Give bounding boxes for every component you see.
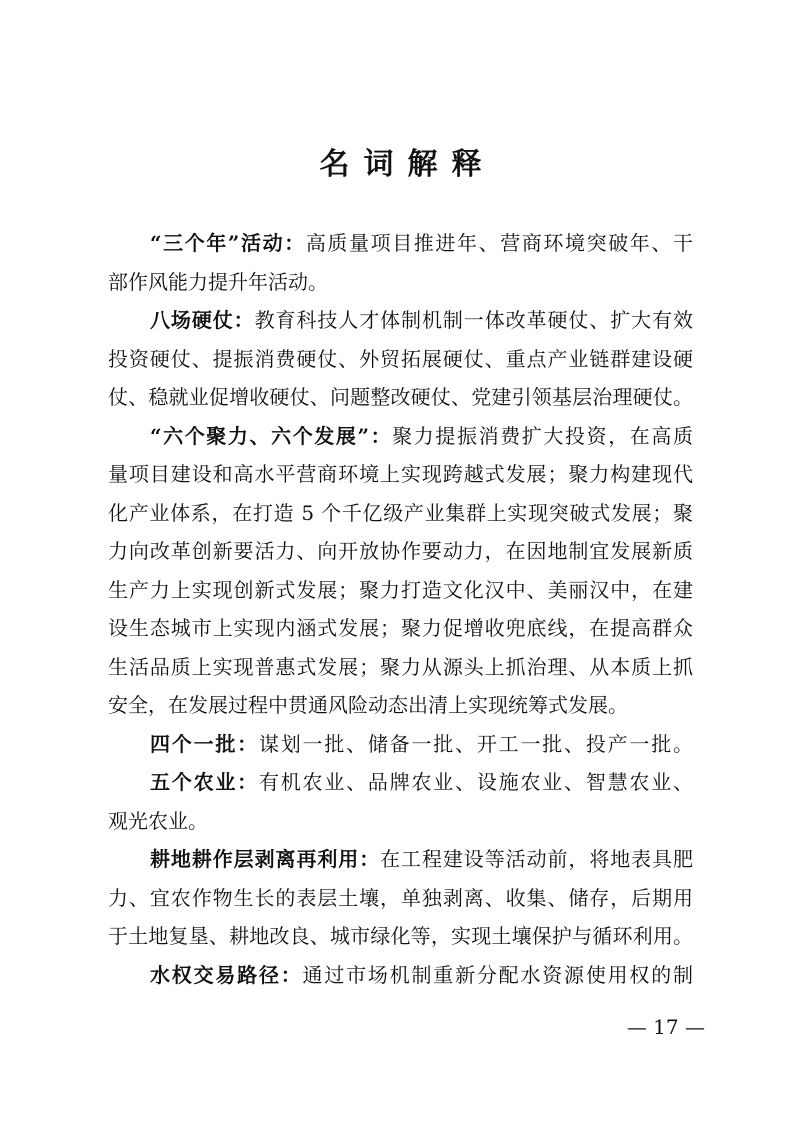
glossary-line: 设生态城市上实现内涵式发展；聚力促增收兜底线，在提高群众 [108,616,693,640]
glossary-list [108,224,693,994]
glossary-line: 部作风能力提升年活动。 [108,269,328,294]
glossary-line: 化产业体系，在打造 5 个千亿级产业集群上实现突破式发展；聚 [108,500,693,525]
glossary-entry [108,725,693,764]
glossary-term: “三个年”活动： [150,231,306,255]
glossary-line: 生活品质上实现普惠式发展；聚力从源头上抓治理、从本质上抓 [108,654,693,679]
glossary-definition: 聚力提振消费扩大投资，在高质 [392,423,693,448]
glossary-line: 投资硬仗、提振消费硬仗、外贸拓展硬仗、重点产业链群建设硬 [108,346,693,371]
glossary-line: 量项目建设和高水平营商环境上实现跨越式发展；聚力构建现代 [108,462,693,486]
glossary-term: “六个聚力、六个发展”： [150,423,393,448]
glossary-entry [108,301,693,417]
glossary-line [108,301,693,340]
glossary-line: 仗、稳就业促增收硬仗、问题整改硬仗、党建引领基层治理硬仗。 [108,385,693,409]
glossary-line: 观光农业。 [108,808,208,833]
glossary-definition: 在工程建设等活动前，将地表具肥 [380,847,693,871]
glossary-term: 水权交易路径： [150,962,303,987]
glossary-term: 五个农业： [150,770,259,794]
glossary-entry [108,417,693,725]
glossary-line: 力向改革创新要活力、向开放协作要动力，在因地制宜发展新质 [108,539,693,563]
glossary-line [108,224,693,263]
glossary-entry [108,763,693,840]
glossary-definition: 通过市场机制重新分配水资源使用权的制 [302,962,693,987]
glossary-line [108,417,693,456]
glossary-definition: 教育科技人才体制机制一体改革硬仗、扩大有效 [254,308,693,332]
glossary-line [108,956,693,995]
glossary-definition: 谋划一批、储备一批、开工一批、投产一批。 [258,731,693,756]
glossary-line: 生产力上实现创新式发展；聚力打造文化汉中、美丽汉中，在建 [108,577,693,602]
glossary-line: 力、宜农作物生长的表层土壤，单独剥离、收集、储存，后期用 [108,885,693,910]
glossary-term: 四个一批： [150,731,259,756]
page-number: — 17 — [626,1015,705,1039]
glossary-line [108,725,693,764]
glossary-line [108,840,693,879]
glossary-entry [108,224,693,301]
glossary-definition: 有机农业、品牌农业、设施农业、智慧农业、 [258,770,693,794]
glossary-line [108,763,693,802]
page-title: 名词解释 [319,147,496,182]
glossary-definition: 高质量项目推进年、营商环境突破年、干 [305,231,693,255]
glossary-term: 耕地耕作层剥离再利用： [150,847,381,871]
glossary-entry [108,956,693,995]
glossary-entry [108,840,693,956]
glossary-term: 八场硬仗： [150,308,255,332]
glossary-line: 安全，在发展过程中贯通风险动态出清上实现统筹式发展。 [108,693,628,717]
glossary-line: 于土地复垦、耕地改良、城市绿化等，实现土壤保护与循环利用。 [108,924,693,948]
